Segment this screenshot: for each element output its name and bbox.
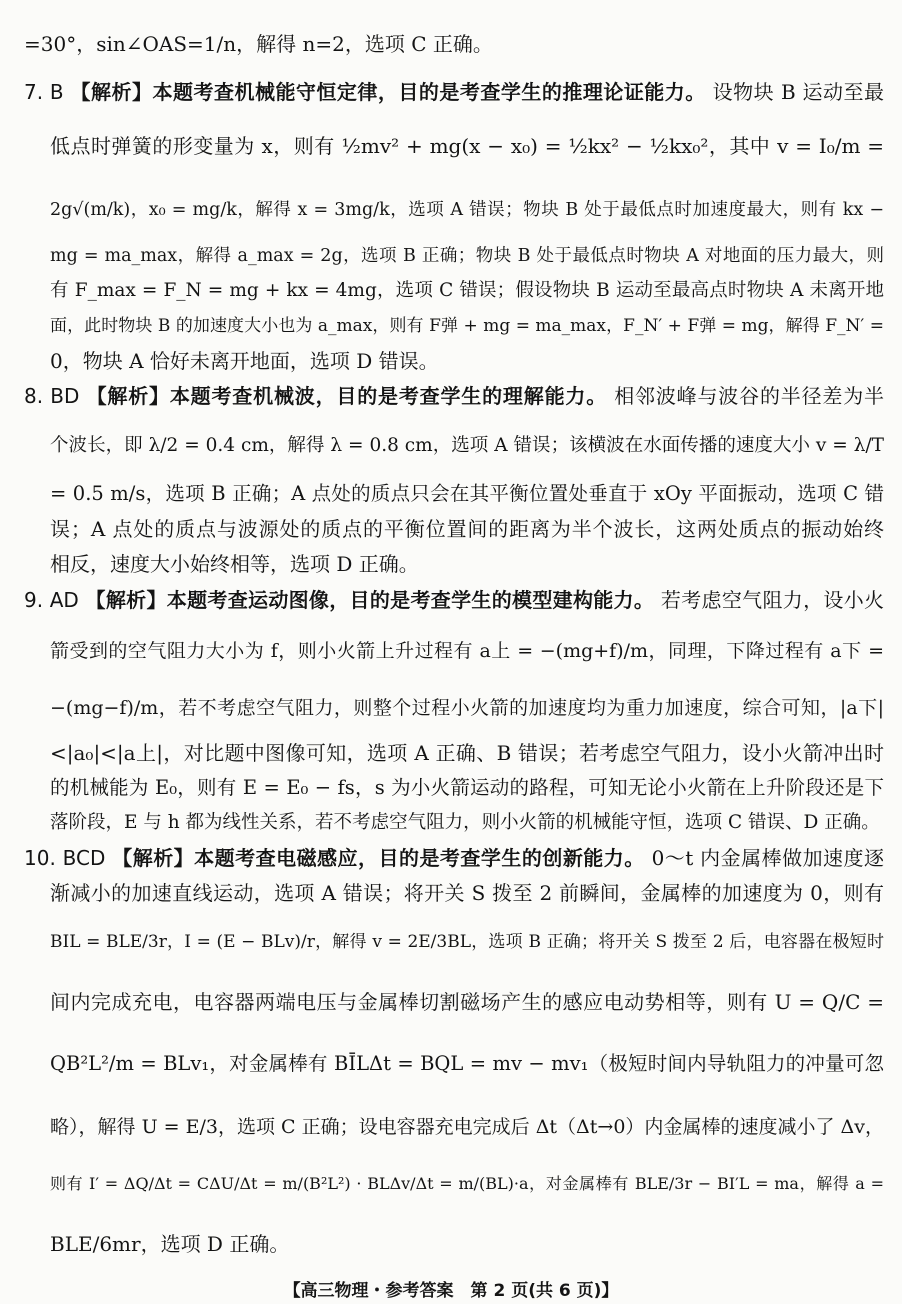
q10-line-0: 0～t 内金属棒做加速度逐 [651, 846, 884, 870]
q8-first-line [24, 384, 884, 408]
q8-line: 个波长，即 λ/2 = 0.4 cm，解得 λ = 0.8 cm，选项 A 错误；该横波在水面传播的速度大小 v = λ/T [50, 435, 884, 456]
q9-line: <|a₀|<|a上|，对比题中图像可知，选项 A 正确、B 错误；若考虑空气阻力，设小火箭冲出时 [50, 741, 884, 765]
q9-line: −(mg−f)/m，若不考虑空气阻力，则整个过程小火箭的加速度均为重力加速度，综合可知，|a下| [50, 697, 884, 719]
q10-line: BLE/6mr，选项 D 正确。 [50, 1232, 290, 1256]
q9-line: 落阶段，E 与 h 都为线性关系，若不考虑空气阻力，则小火箭的机械能守恒，选项 C 错误、D 正确。 [50, 812, 880, 833]
q7-line: 有 F_max = F_N = mg + kx = 4mg，选项 C 错误；假设物块 B 运动至最高点时物块 A 未离开地 [50, 280, 884, 301]
q10-line: BIL = BLE/3r，I = (E − BLv)/r，解得 v = 2E/3BL，选项 B 正确；将开关 S 拨至 2 后，电容器在极短时 [50, 932, 884, 952]
q9-line-0: 若考虑空气阻力，设小火 [660, 588, 884, 612]
q7-line: 低点时弹簧的形变量为 x，则有 ½mv² + mg(x − x₀) = ½kx² − ½kx₀²，其中 v = I₀/m = [50, 134, 884, 158]
q7-analysis-tag: 【解析】本题考查机械能守恒定律，目的是考查学生的推理论证能力。 [70, 80, 706, 104]
q7-first-line [24, 80, 884, 104]
q8-line: = 0.5 m/s，选项 B 正确；A 点处的质点只会在其平衡位置处垂直于 xOy 平面振动，选项 C 错 [50, 482, 884, 505]
q10-line: 渐减小的加速直线运动，选项 A 错误；将开关 S 拨至 2 前瞬间，金属棒的加速度为 0，则有 [50, 881, 884, 905]
q7-line-0: 设物块 B 运动至最 [712, 80, 884, 104]
q9-analysis-tag: 【解析】本题考查运动图像，目的是考查学生的模型建构能力。 [85, 588, 655, 612]
q10-line: 则有 I′ = ΔQ/Δt = CΔU/Δt = m/(B²L²) · BLΔv/Δt = m/(BL)·a，对金属棒有 BLE/3r − BI′L = ma，解得 a = [50, 1174, 884, 1193]
q10-first-line [24, 846, 884, 870]
q8-analysis-tag: 【解析】本题考查机械波，目的是考查学生的理解能力。 [86, 384, 608, 408]
q10-line: 略），解得 U = E/3，选项 C 正确；设电容器充电完成后 Δt（Δt→0）内金属棒的速度减小了 Δv， [50, 1116, 884, 1138]
q8-number: 8. BD [24, 384, 80, 408]
q10-analysis-tag: 【解析】本题考查电磁感应，目的是考查学生的创新能力。 [112, 846, 645, 870]
q7-line: mg = ma_max，解得 a_max = 2g，选项 B 正确；物块 B 处于最低点时物块 A 对地面的压力最大，则 [50, 246, 884, 266]
q10-number: 10. BCD [24, 846, 106, 870]
q10-line: 间内完成充电，电容器两端电压与金属棒切割磁场产生的感应电动势相等，则有 U = Q/C = [50, 990, 884, 1014]
q10-line: QB²L²/m = BLv₁，对金属棒有 BĪLΔt = BQL = mv − mv₁（极短时间内导轨阻力的冲量可忽 [50, 1052, 884, 1075]
q8-line: 误；A 点处的质点与波源处的质点的平衡位置间的距离为半个波长，这两处质点的振动始终 [50, 517, 884, 541]
q9-line: 的机械能为 E₀，则有 E = E₀ − fs，s 为小火箭运动的路程，可知无论小火箭在上升阶段还是下 [50, 776, 884, 799]
q9-first-line [24, 588, 884, 612]
q8-line: 相反，速度大小始终相等，选项 D 正确。 [50, 552, 419, 576]
q6-tail-line: =30°，sin∠OAS=1/n，解得 n=2，选项 C 正确。 [24, 32, 493, 56]
q7-line: 0，物块 A 恰好未离开地面，选项 D 错误。 [50, 349, 439, 373]
q8-line-0: 相邻波峰与波谷的半径差为半 [614, 384, 884, 408]
q7-line: 面，此时物块 B 的加速度大小也为 a_max，则有 F弹 + mg = ma_max，F_N′ + F弹 = mg，解得 F_N′ = [50, 316, 884, 336]
q9-line: 箭受到的空气阻力大小为 f，则小火箭上升过程有 a上 = −(mg+f)/m，同理，下降过程有 a下 = [50, 640, 884, 662]
q9-number: 9. AD [24, 588, 79, 612]
q7-number: 7. B [24, 80, 64, 104]
page-footer: 【高三物理・参考答案 第 2 页(共 6 页)】 [283, 1281, 619, 1301]
q7-line: 2g√(m/k)，x₀ = mg/k，解得 x = 3mg/k，选项 A 错误；物块 B 处于最低点时加速度最大，则有 kx − [50, 200, 884, 220]
